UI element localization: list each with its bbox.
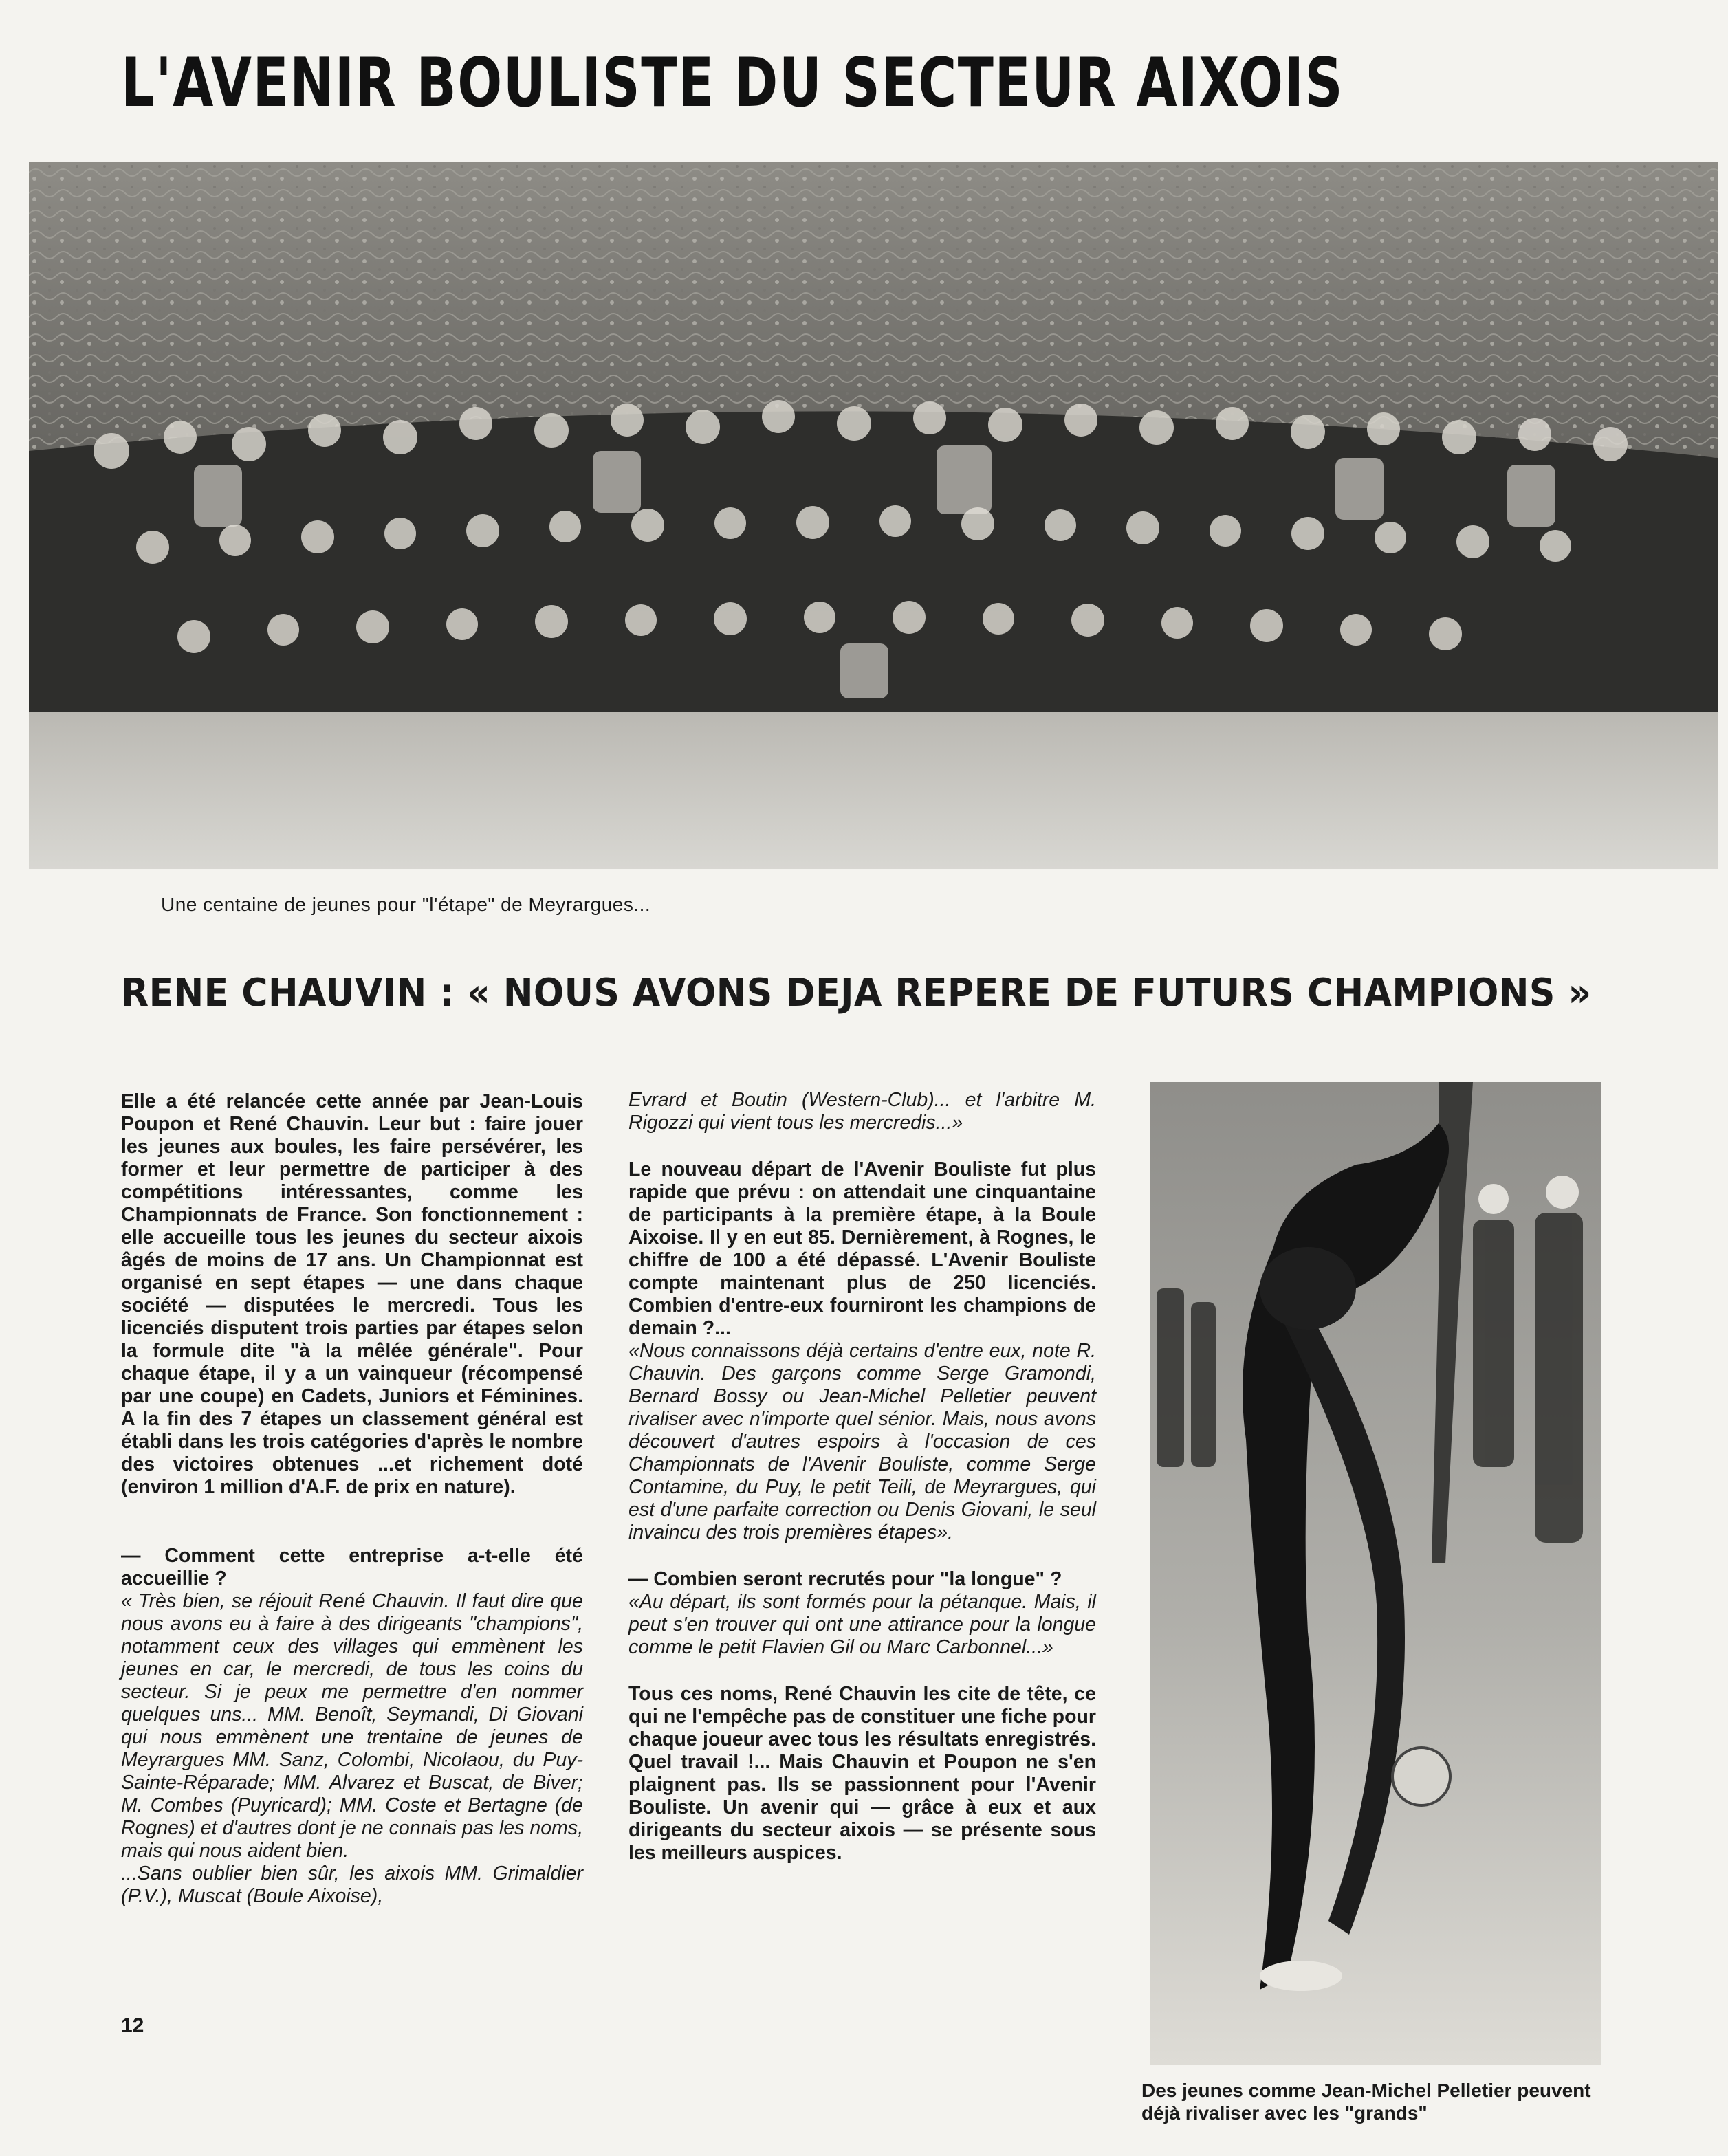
interview-answer-1-continued: ...Sans oublier bien sûr, les aixois MM. Grimaldier (P.V.), Muscat (Boule Aixoise), (121, 1862, 583, 1907)
interview-question-1: — Comment cette entreprise a-t-elle été accueillie ? (121, 1545, 583, 1590)
closing-paragraph: Tous ces noms, René Chauvin les cite de tête, ce qui ne l'empêche pas de constituer une fiche pour chaque joueur avec tous les résultats enregistrés. Quel travail !... Mais Chauvin et Poupon ne s'en plaignent pas. Ils se passionnent pour l'Avenir Bouliste. Un avenir qui — grâce à eux et aux dirigeants du secteur aixois — se présente sous les meilleurs auspices. (628, 1683, 1096, 1864)
interview-answer-1: « Très bien, se réjouit René Chauvin. Il faut dire que nous avons eu à faire à des dirigeants "champions", notamment ceux des villages qui emmènent les jeunes en car, le mercredi, de tous les coins du secteur. Si je peux me permettre d'en nommer quelques uns... MM. Benoît, Seymandi, Di Giovani qui nous emmènent une trentaine de jeunes de Meyrargues MM. Sanz, Colombi, Nicolaou, du Puy-Sainte-Réparade; MM. Alvarez et Buscat, de Biver; M. Combes (Puyricard); MM. Coste et Bertagne (de Rognes) et d'autres dont je ne connais pas les noms, mais qui nous aident bien. (121, 1590, 583, 1862)
answer-1-end: Evrard et Boutin (Western-Club)... et l'arbitre M. Rigozzi qui vient tous les mercredis...» (628, 1089, 1096, 1134)
interview-question-2: — Combien seront recrutés pour "la longue" ? (628, 1568, 1062, 1590)
page-title: L'AVENIR BOULISTE DU SECTEUR AIXOIS (121, 44, 1344, 122)
participation-paragraph: Le nouveau départ de l'Avenir Bouliste fut plus rapide que prévu : on attendait une cinquantaine de participants à la première étape, à la Boule Aixoise. Il y en eut 85. Dernièrement, à Rognes, le chiffre de 100 a été dépassé. L'Avenir Bouliste compte maintenant plus de 250 licenciés. Combien d'entre-eux fourniront les champions de demain ?... (628, 1158, 1096, 1339)
page-number: 12 (121, 2014, 144, 2037)
player-photo-caption: Des jeunes comme Jean-Michel Pelletier peuvent déjà rivaliser avec les "grands" (1141, 2080, 1591, 2124)
group-photo (29, 162, 1718, 869)
group-photo-caption: Une centaine de jeunes pour "l'étape" de Meyrargues... (161, 894, 651, 915)
article-column-1 (121, 1090, 583, 1932)
chauvin-quote: «Nous connaissons déjà certains d'entre eux, note R. Chauvin. Des garçons comme Serge Gramondi, Bernard Bossy ou Jean-Michel Pelletier peuvent rivaliser avec n'importe quel sénior. Mais, nous avons découvert d'autres espoirs à l'occasion de ces Championnats de l'Avenir Bouliste, comme Serge Contamine, du Puy, le petit Teili, de Meyrargues, qui est d'une parfaite correction ou Denis Giovani, le seul invaincu des trois premières étapes». (628, 1340, 1096, 1543)
intro-paragraph: Elle a été relancée cette année par Jean-Louis Poupon et René Chauvin. Leur but : faire jouer les jeunes aux boules, les faire persévérer, les former et leur permettre de participer à des compétitions intéressantes, comme les Championnats de France. Son fonctionnement : elle accueille tous les jeunes du secteur aixois âgés de moins de 17 ans. Un Championnat est organisé en sept étapes — une dans chaque société — disputées le mercredi. Tous les licenciés disputent trois parties par étapes selon la formule dite "à la mêlée générale". Pour chaque étape, il y a un vainqueur (récompensé par une coupe) en Cadets, Juniors et Féminines. A la fin des 7 étapes un classement général est établi dans les trois catégories d'après le nombre des victoires obtenues ...et richement doté (environ 1 million d'A.F. de prix en nature). (121, 1090, 583, 1498)
article-headline: RENE CHAUVIN : « NOUS AVONS DEJA REPERE DE FUTURS CHAMPIONS » (121, 971, 1592, 1015)
interview-answer-2: «Au départ, ils sont formés pour la pétanque. Mais, il peut s'en trouver qui ont une attirance pour la longue comme le petit Flavien Gil ou Marc Carbonnel...» (628, 1591, 1096, 1658)
article-column-2 (628, 1089, 1096, 1889)
player-photo (1150, 1082, 1601, 2065)
